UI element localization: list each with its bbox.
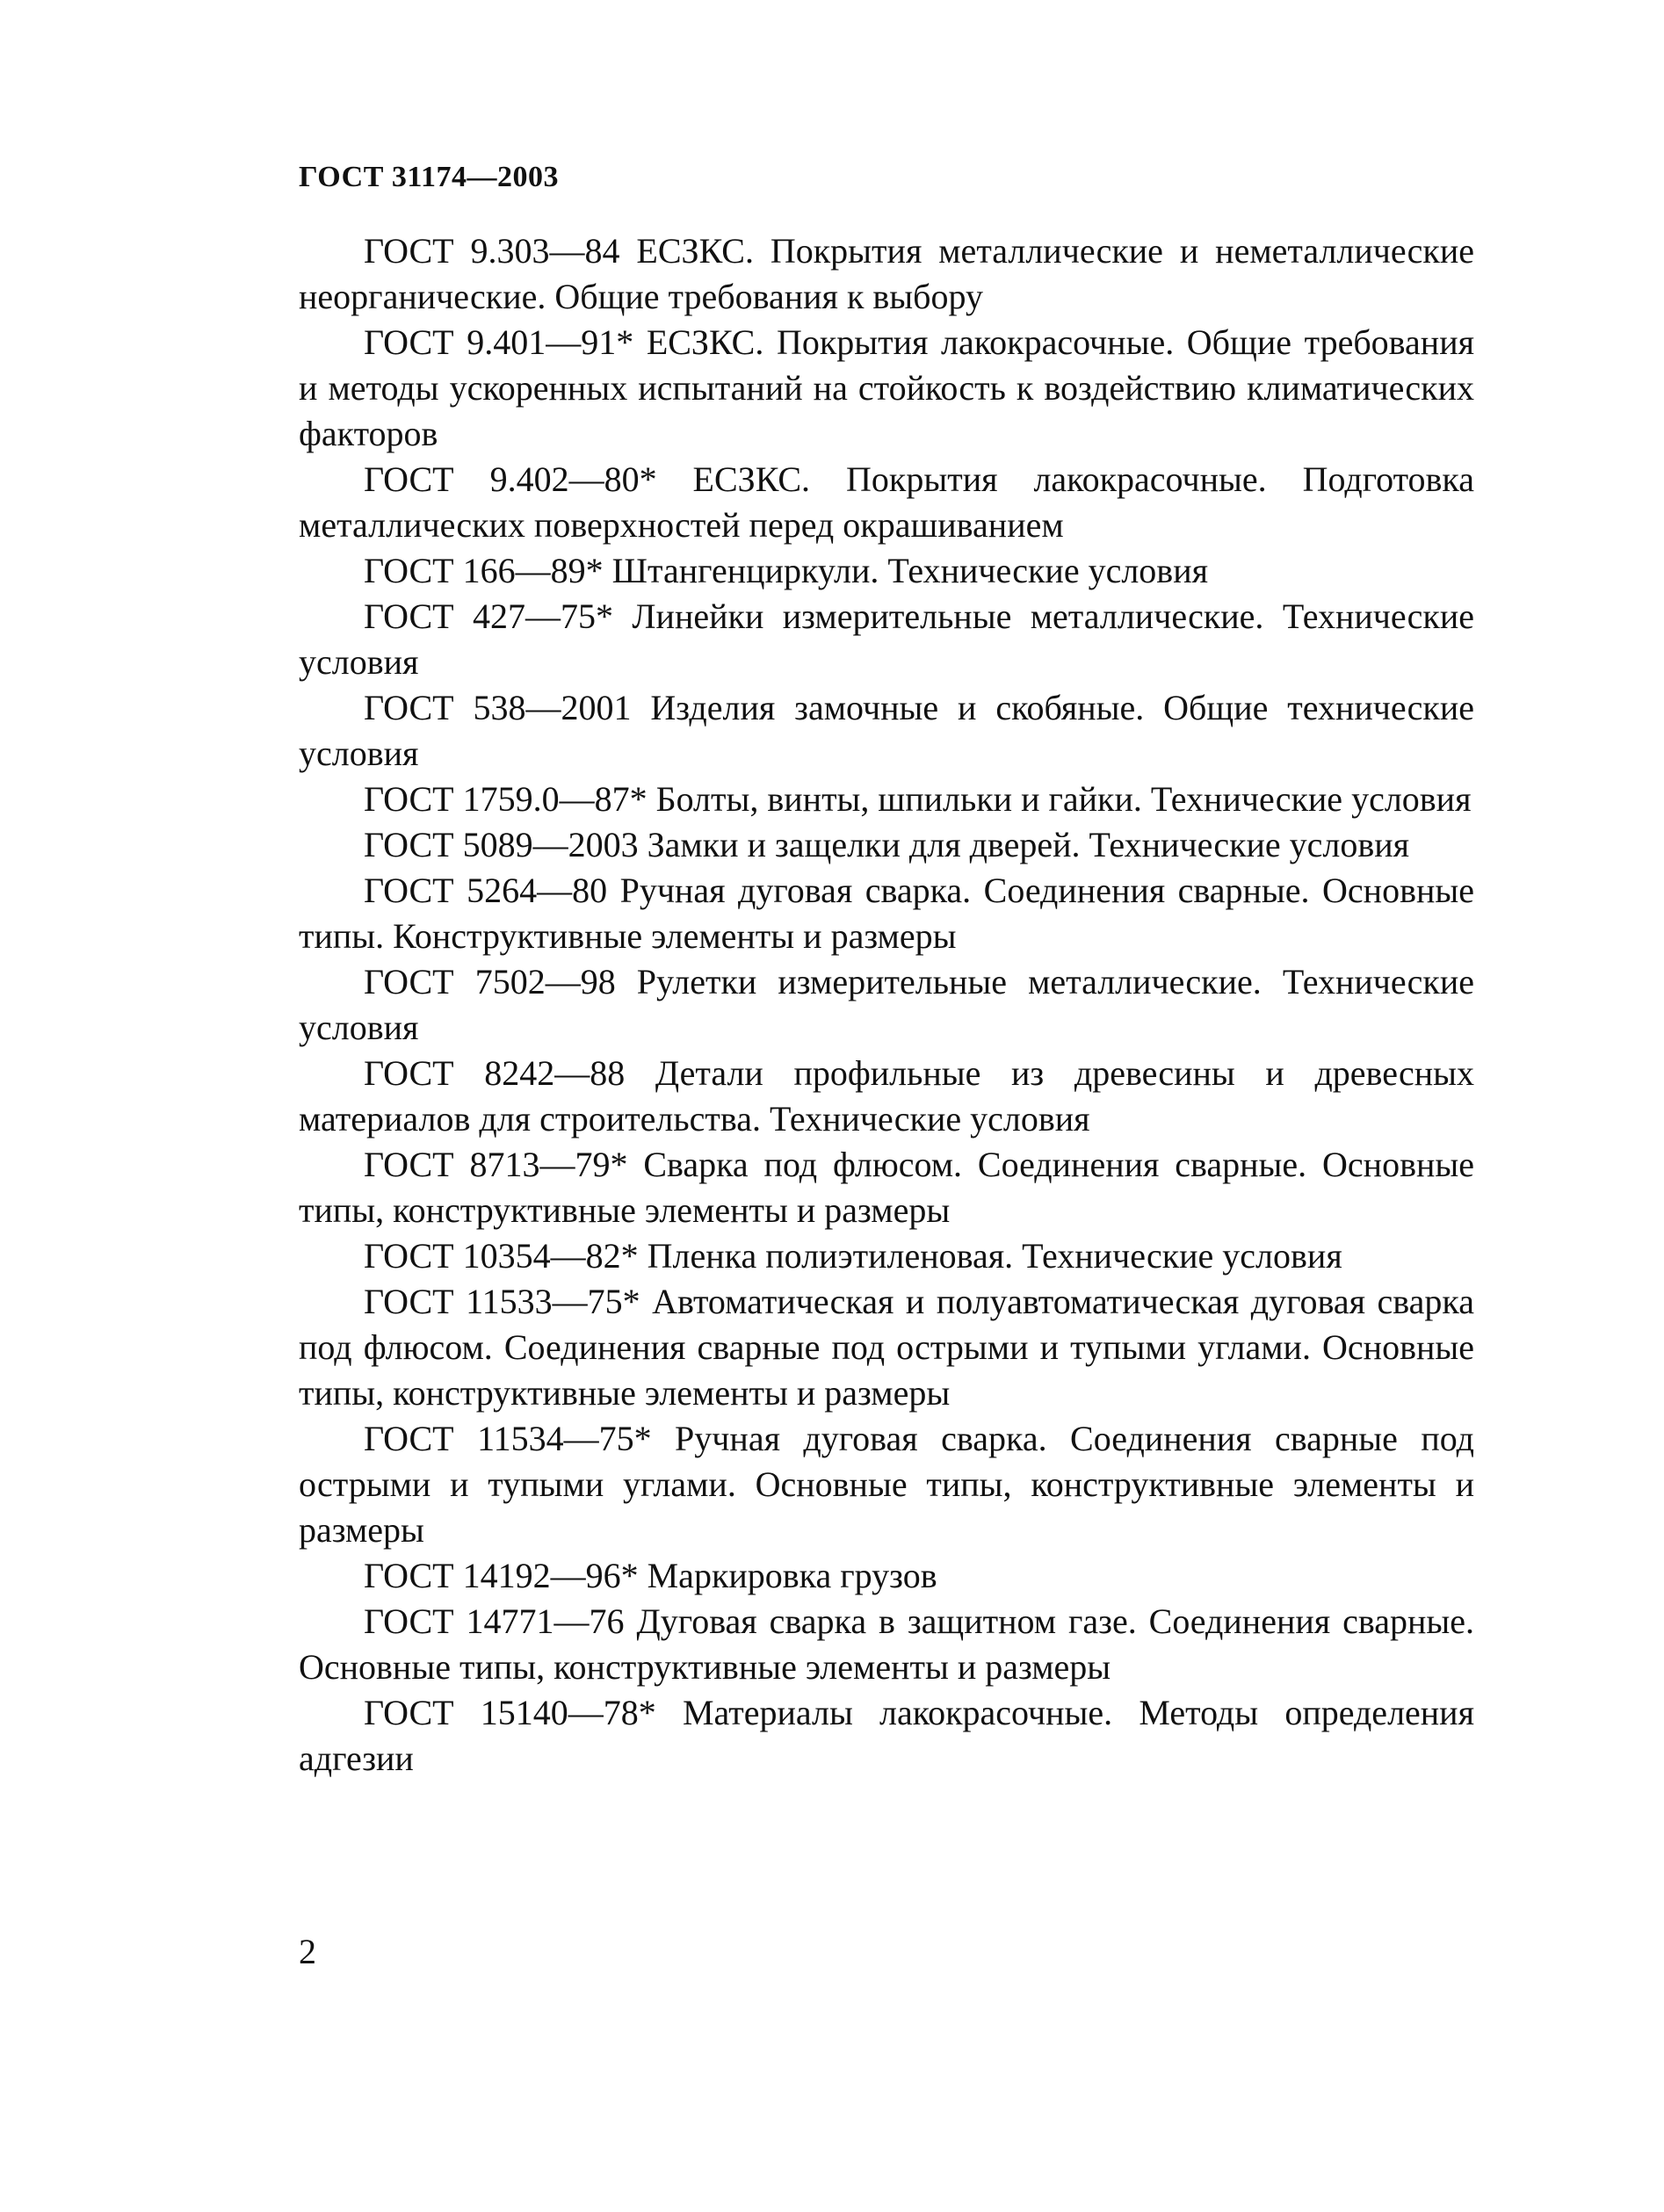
reference-entry: ГОСТ 11533—75* Автоматическая и полуавтоматическая дуговая сварка под флюсом. Соединения сварные под острыми и тупыми углами. Основные типы, конструктивные элементы и размеры	[299, 1282, 1474, 1413]
references-list	[299, 228, 1474, 1782]
reference-entry: ГОСТ 7502—98 Рулетки измерительные металлические. Технические условия	[299, 962, 1474, 1047]
reference-entry: ГОСТ 14771—76 Дуговая сварка в защитном газе. Соединения сварные. Основные типы, конструктивные элементы и размеры	[299, 1601, 1474, 1687]
reference-entry: ГОСТ 427—75* Линейки измерительные металлические. Технические условия	[299, 596, 1474, 682]
reference-entry: ГОСТ 14192—96* Маркировка грузов	[364, 1556, 937, 1595]
reference-entry: ГОСТ 166—89* Штангенциркули. Технические условия	[364, 551, 1208, 590]
reference-entry: ГОСТ 5089—2003 Замки и защелки для дверей. Технические условия	[364, 825, 1410, 864]
reference-entry: ГОСТ 8242—88 Детали профильные из древесины и древесных материалов для строительства. Технические условия	[299, 1053, 1474, 1139]
reference-entry: ГОСТ 10354—82* Пленка полиэтиленовая. Технические условия	[364, 1236, 1342, 1276]
reference-entry: ГОСТ 1759.0—87* Болты, винты, шпильки и гайки. Технические условия	[364, 779, 1472, 819]
reference-entry: ГОСТ 9.303—84 ЕСЗКС. Покрытия металлические и неметаллические неорганические. Общие требования к выбору	[299, 231, 1474, 316]
reference-entry: ГОСТ 15140—78* Материалы лакокрасочные. Методы определения адгезии	[299, 1693, 1474, 1778]
document-header-id: ГОСТ 31174—2003	[299, 161, 560, 193]
page-number: 2	[299, 1932, 316, 1971]
reference-entry: ГОСТ 9.402—80* ЕСЗКС. Покрытия лакокрасочные. Подготовка металлических поверхностей перед окрашиванием	[299, 459, 1474, 545]
reference-entry: ГОСТ 538—2001 Изделия замочные и скобяные. Общие технические условия	[299, 688, 1474, 773]
reference-entry: ГОСТ 8713—79* Сварка под флюсом. Соединения сварные. Основные типы, конструктивные элементы и размеры	[299, 1145, 1474, 1230]
reference-entry: ГОСТ 5264—80 Ручная дуговая сварка. Соединения сварные. Основные типы. Конструктивные элементы и размеры	[299, 871, 1474, 956]
reference-entry: ГОСТ 9.401—91* ЕСЗКС. Покрытия лакокрасочные. Общие требования и методы ускоренных испытаний на стойкость к воздействию климатических факторов	[299, 322, 1474, 453]
reference-entry: ГОСТ 11534—75* Ручная дуговая сварка. Соединения сварные под острыми и тупыми углами. Основные типы, конструктивные элементы и размеры	[299, 1419, 1474, 1550]
